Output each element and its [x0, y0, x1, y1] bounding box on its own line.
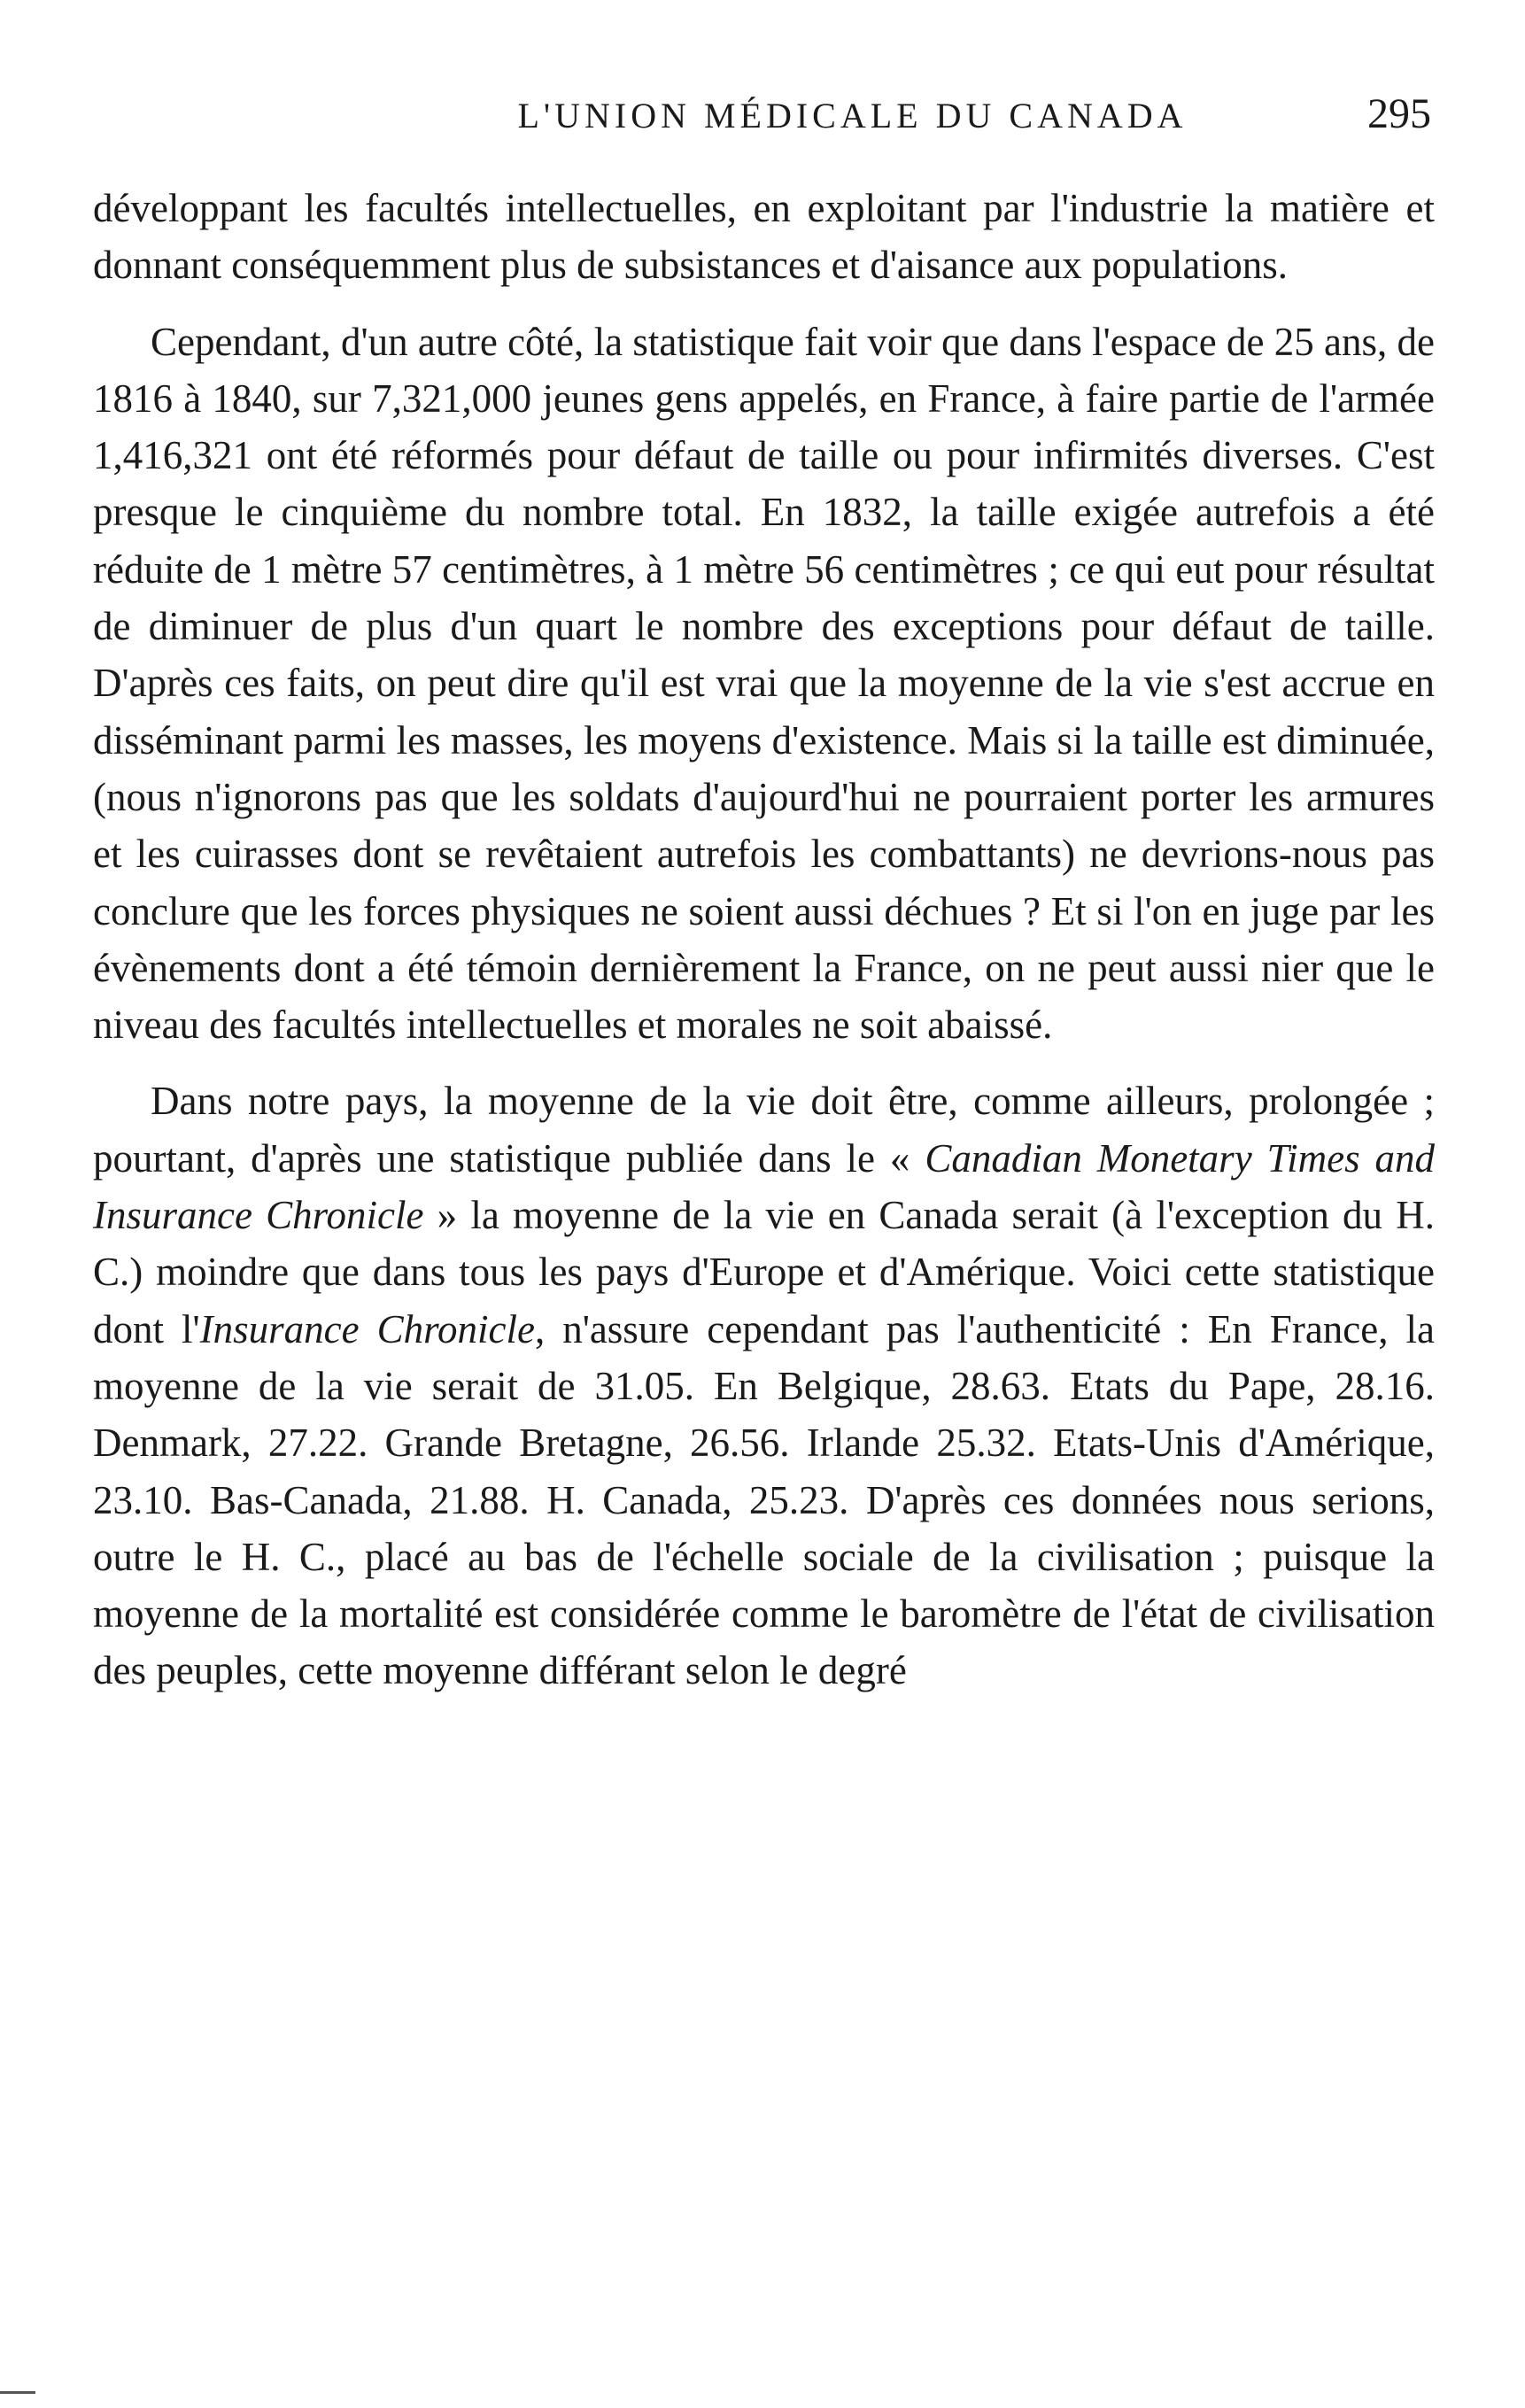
running-header	[93, 84, 1435, 164]
paragraph-canada-part-1: Dans notre pays, la moyenne de la vie doit être, comme ailleurs, prolongée ; pourtant, d'après une statistique publiée dans le «	[93, 1079, 1435, 1181]
page-number: 295	[1367, 90, 1431, 137]
document-page	[93, 84, 1435, 2351]
publication-short-title: Insurance Chronicle	[199, 1306, 535, 1351]
page-edge-mark	[0, 2391, 35, 2394]
journal-title: L'UNION MÉDICALE DU CANADA	[517, 96, 1188, 135]
body-text	[93, 180, 1435, 1700]
paragraph-statistics-france: Cependant, d'un autre côté, la statistique fait voir que dans l'espace de 25 ans, de 1816 à 1840, sur 7,321,000 jeunes gens appelés, en France, à faire partie de l'armée 1,416,321 ont été réformés pour défaut de taille ou pour infirmités diverses. C'est presque le cinquième du nombre total. En 1832, la taille exigée autrefois a été réduite de 1 mètre 57 centimètres, à 1 mètre 56 centimètres ; ce qui eut pour résultat de diminuer de plus d'un quart le nombre des exceptions pour défaut de taille. D'après ces faits, on peut dire qu'il est vrai que la moyenne de la vie s'est accrue en disséminant parmi les masses, les moyens d'existence. Mais si la taille est diminuée, (nous n'ignorons pas que les soldats d'aujourd'hui ne pourraient porter les armures et les cuirasses dont se revêtaient autrefois les combattants) ne devrions-nous pas conclure que les forces physiques ne soient aussi déchues ? Et si l'on en juge par les évènements dont a été témoin dernièrement la France, on ne peut aussi nier que le niveau des facultés intellectuelles et morales ne soit abaissé.	[93, 319, 1435, 1048]
paragraph-canada-part-2: » la moyenne de la vie en Canada serait (à l'exception du H. C.) moindre que dans tous les pays d'Europe et d'Amérique. Voici cette statistique dont l'	[93, 1193, 1435, 1351]
paragraph-canada-part-3: , n'assure cependant pas l'authenticité : En France, la moyenne de la vie serait de 31.05. En Belgique, 28.63. Etats du Pape, 28.16. Denmark, 27.22. Grande Bretagne, 26.56. Irlande 25.32. Etats-Unis d'Amérique, 23.10. Bas-Canada, 21.88. H. Canada, 25.23. D'après ces données nous serions, outre le H. C., placé au bas de l'échelle sociale de la civilisation ; puisque la moyenne de la mortalité est considérée comme le baromètre de l'état de civilisation des peuples, cette moyenne différant selon le degré	[93, 1306, 1435, 1693]
publication-title: Canadian Monetary Times and Insurance Chronicle	[93, 1135, 1435, 1238]
paragraph-canada	[93, 1072, 1435, 1699]
paragraph-continuation: développant les facultés intellectuelles, en exploitant par l'industrie la matière et donnant conséquemment plus de subsistances et d'aisance aux populations.	[93, 186, 1435, 288]
